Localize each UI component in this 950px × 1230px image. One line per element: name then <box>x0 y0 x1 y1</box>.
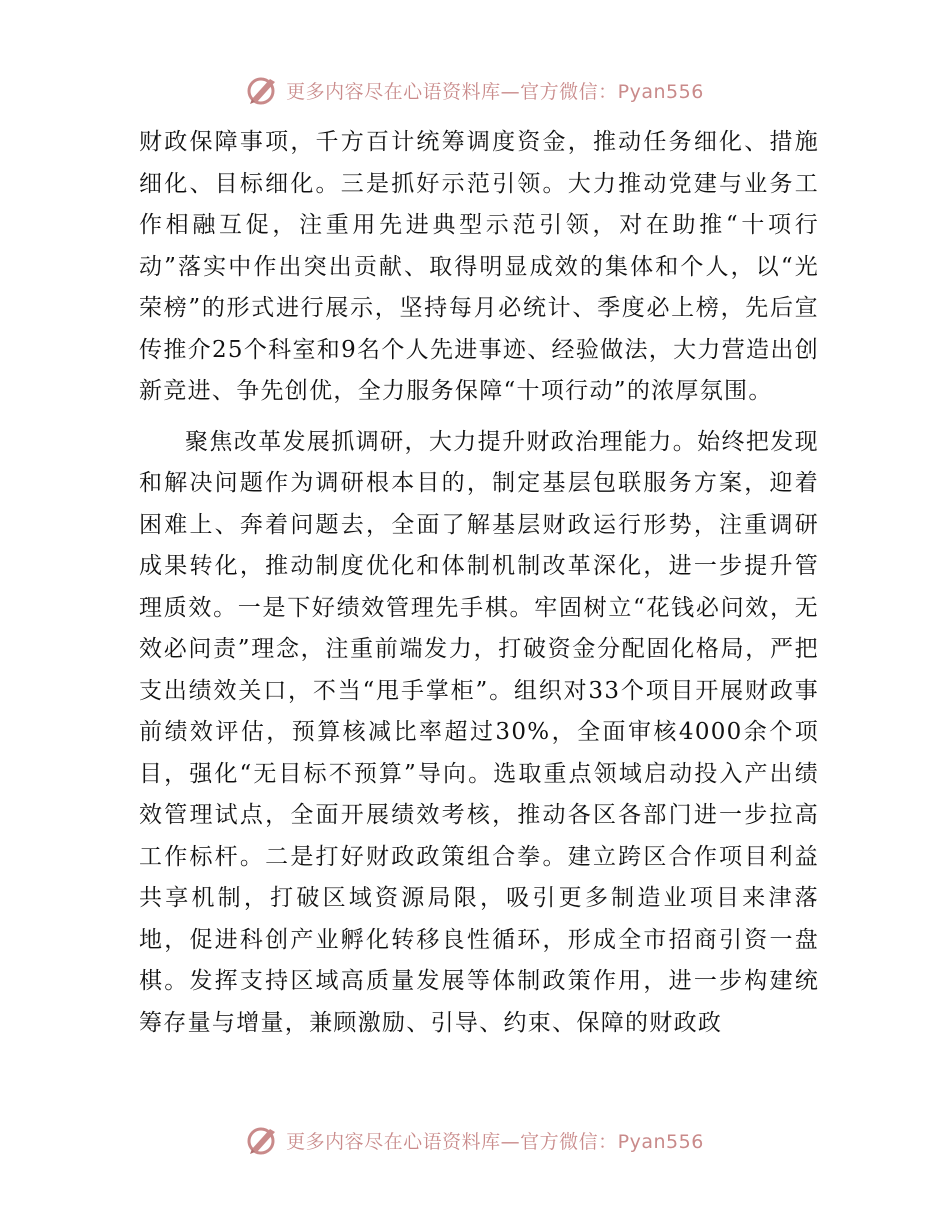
pen-logo-icon <box>246 73 280 107</box>
paragraph: 聚焦改革发展抓调研，大力提升财政治理能力。始终把发现和解决问题作为调研根本目的，制定基层包联服务方案，迎着困难上、奔着问题去，全面了解基层财政运行形势，注重调研成果转化，推动制度优化和体制机制改革深化，进一步提升管理质效。一是下好绩效管理先手棋。牢固树立“花钱必问效，无效必问责”理念，注重前端发力，打破资金分配固化格局，严把支出绩效关口，不当“甩手掌柜”。组织对33个项目开展财政事前绩效评估，预算核减比率超过30%，全面审核4000余个项目，强化“无目标不预算”导向。选取重点领域启动投入产出绩效管理试点，全面开展绩效考核，推动各区各部门进一步拉高工作标杆。二是打好财政政策组合拳。建立跨区合作项目利益共享机制，打破区域资源局限，吸引更多制造业项目来津落地，促进科创产业孵化转移良性循环，形成全市招商引资一盘棋。发挥支持区域高质量发展等体制政策作用，进一步构建统筹存量与增量，兼顾激励、引导、约束、保障的财政政 <box>139 428 819 1036</box>
header-watermark <box>0 70 950 110</box>
pen-logo-icon <box>246 1123 280 1157</box>
document-body <box>139 122 819 1044</box>
watermark-text: 更多内容尽在心语资料库—官方微信：Pyan556 <box>286 80 704 103</box>
footer-watermark <box>0 1120 950 1160</box>
paragraph: 财政保障事项，千方百计统筹调度资金，推动任务细化、措施细化、目标细化。三是抓好示范引领。大力推动党建与业务工作相融互促，注重用先进典型示范引领，对在助推“十项行动”落实中作出突出贡献、取得明显成效的集体和个人，以“光荣榜”的形式进行展示，坚持每月必统计、季度必上榜，先后宣传推介25个科室和9名个人先进事迹、经验做法，大力营造出创新竞进、争先创优，全力服务保障“十项行动”的浓厚氛围。 <box>139 129 819 404</box>
watermark-text: 更多内容尽在心语资料库—官方微信：Pyan556 <box>286 1130 704 1153</box>
